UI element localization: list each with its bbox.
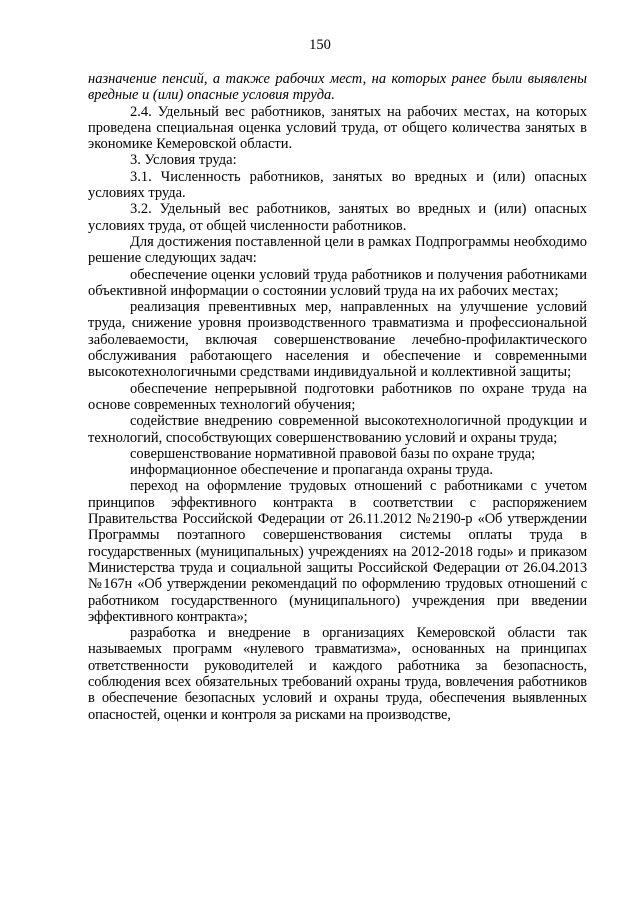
- paragraph-task-preventive-measures: реализация превентивных мер, направленных на улучшение условий труда, снижение уровня производственного травматизма и профессиональной заболеваемости, включая совершенствование лечебно-профилактического обслуживания работающего населения и обеспечение и современными высокотехнологичными средствами индивидуальной и коллективной защиты;: [88, 299, 587, 381]
- paragraph-task-zero-injury: разработка и внедрение в организациях Кемеровской области так называемых программ «нулевого травматизма», основанных на принципах ответственности руководителей и каждого работника за безопасность, соблюдения всех обязательных требований охраны труда, вовлечения работников в обеспечение безопасных условий и охраны труда, обеспечения выявленных опасностей, оценки и контроля за рисками на производстве,: [88, 625, 587, 723]
- page-number: 150: [309, 37, 331, 53]
- paragraph-task-training: обеспечение непрерывной подготовки работников по охране труда на основе современных технологий обучения;: [88, 380, 587, 413]
- paragraph-indicator-2-4: 2.4. Удельный вес работников, занятых на рабочих местах, на которых проведена специальная оценка условий труда, от общего количества занятых в экономике Кемеровской области.: [88, 103, 587, 153]
- paragraph-task-technology: содействие внедрению современной высокотехнологичной продукции и технологий, способствующих совершенствованию условий и охраны труда;: [88, 413, 587, 446]
- paragraph-section-3-heading: 3. Условия труда:: [130, 152, 237, 169]
- paragraph-tasks-intro: Для достижения поставленной цели в рамках Подпрограммы необходимо решение следующих задач:: [88, 233, 587, 267]
- paragraph-task-assessment: обеспечение оценки условий труда работников и получения работниками объективной информации о состоянии условий труда на их рабочих местах;: [88, 266, 587, 299]
- paragraph-task-regulatory-base: совершенствование нормативной правовой базы по охране труда;: [130, 445, 536, 462]
- document-body: [88, 71, 587, 723]
- paragraph-pension-workplaces: назначение пенсий, а также рабочих мест, на которых ранее были выявлены вредные и (или) опасные условия труда.: [88, 71, 587, 104]
- paragraph-indicator-3-2: 3.2. Удельный вес работников, занятых во вредных и (или) опасных условиях труда, от общей численности работников.: [88, 201, 587, 234]
- paragraph-task-effective-contract: переход на оформление трудовых отношений с работниками с учетом принципов эффективного контракта в соответствии с распоряжением Правительства Российской Федерации от 26.11.2012 №2190-р «Об утверждении Программы поэтапного совершенствования системы оплаты труда в государственных (муниципальных) учреждениях на 2012-2018 годы» и приказом Министерства труда и социальной защиты Российской Федерации от 26.04.2013 №167н «Об утверждении рекомендаций по оформлению трудовых отношений с работником государственного (муниципального) учреждения при введении эффективного контракта»;: [88, 478, 587, 625]
- paragraph-task-information: информационное обеспечение и пропаганда охраны труда.: [130, 462, 494, 479]
- paragraph-indicator-3-1: 3.1. Численность работников, занятых во вредных и (или) опасных условиях труда.: [88, 168, 587, 202]
